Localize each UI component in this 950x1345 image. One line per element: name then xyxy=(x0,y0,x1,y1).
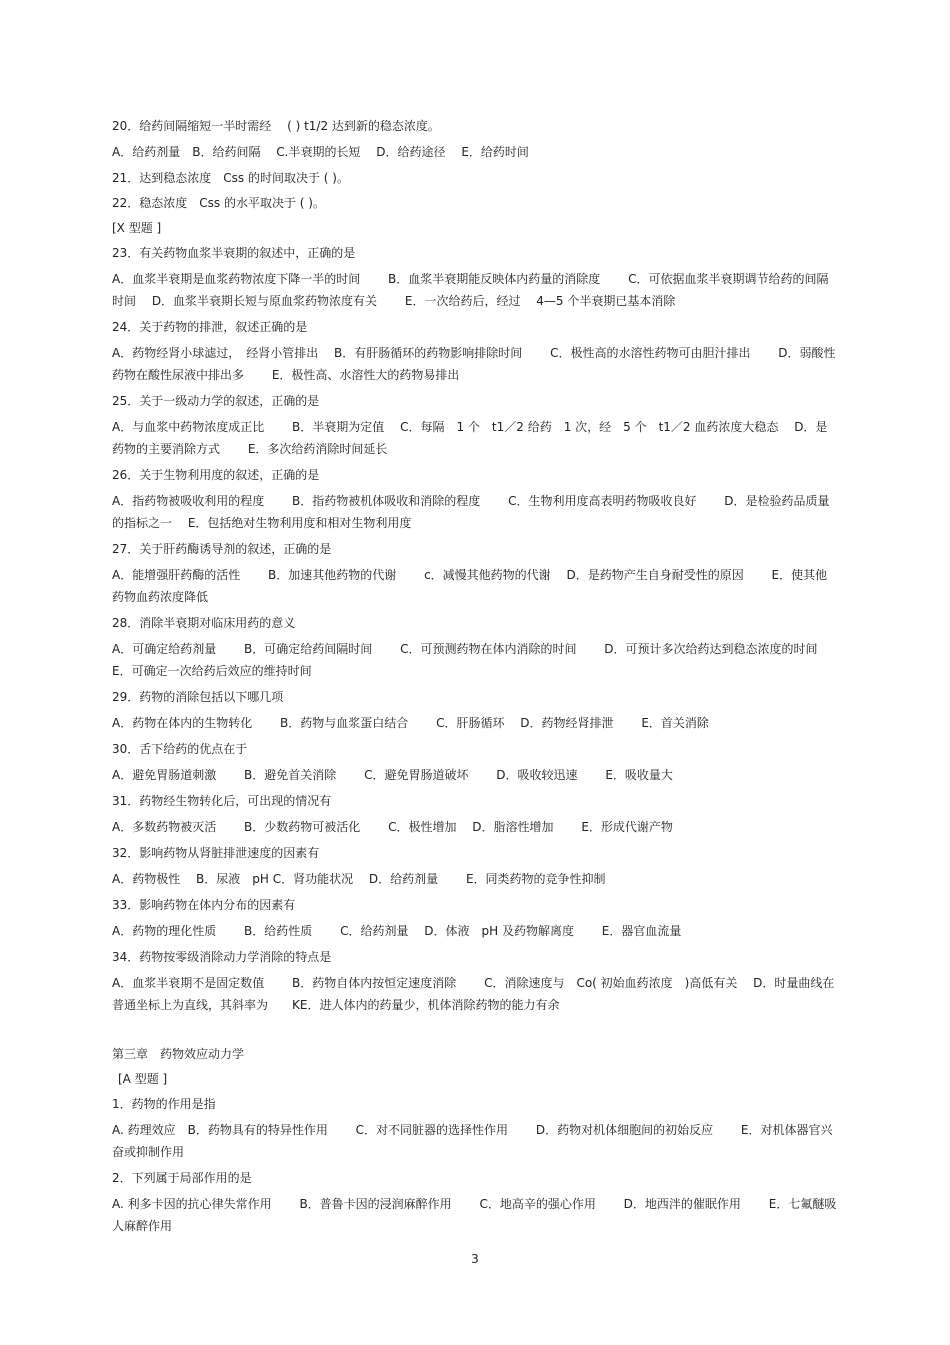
question-stem: 29．药物的消除包括以下哪几项 xyxy=(112,690,284,704)
answer-options: A．可确定给药剂量 B．可确定给药间隔时间 C．可预测药物在体内消除的时间 D．可预计多次给药达到稳态浓度的时间 E．可确定一次给药后效应的维持时间 xyxy=(112,642,830,678)
answer-options: A．与血浆中药物浓度成正比 B．半衰期为定值 C．每隔 1 个 t1／2 给药 1 次，经 5 个 t1／2 血药浓度大稳态 D．是药物的主要消除方式 E．多次给药消除时间延长 xyxy=(112,420,828,456)
question-stem: 23．有关药物血浆半衰期的叙述中，正确的是 xyxy=(112,246,356,260)
question-stem: 24．关于药物的排泄，叙述正确的是 xyxy=(112,320,308,334)
question-type-label: [X 型题 ] xyxy=(112,221,162,235)
question-stem: 32．影响药物从肾脏排泄速度的因素有 xyxy=(112,846,320,860)
answer-options: A．药物极性 B．尿液 pH C．肾功能状况 D．给药剂量 E．同类药物的竞争性抑制 xyxy=(112,872,606,886)
question-stem: 20．给药间隔缩短一半时需经 ( ) t1/2 达到新的稳态浓度。 xyxy=(112,119,440,133)
question-stem: 22．稳态浓度 Css 的水平取决于 ( )。 xyxy=(112,196,325,210)
question-type-label: [A 型题 ] xyxy=(118,1072,168,1086)
chapter-heading: 第三章 药物效应动力学 xyxy=(112,1047,245,1061)
page-number: 3 xyxy=(471,1252,479,1266)
answer-options: A．指药物被吸收利用的程度 B．指药物被机体吸收和消除的程度 C．生物利用度高表明药物吸收良好 D．是检验药品质量的指标之一 E．包括绝对生物利用度和相对生物利用度 xyxy=(112,494,830,530)
answer-options: A．能增强肝药酶的活性 B．加速其他药物的代谢 c．减慢其他药物的代谢 D．是药物产生自身耐受性的原因 E．使其他药物血药浓度降低 xyxy=(112,568,828,604)
answer-options: A. 药理效应 B．药物具有的特异性作用 C．对不同脏器的选择性作用 D．药物对机体细胞间的初始反应 E．对机体器官兴奋或抑制作用 xyxy=(112,1123,833,1159)
question-stem: 26．关于生物利用度的叙述，正确的是 xyxy=(112,468,320,482)
answer-options: A．药物的理化性质 B．给药性质 C．给药剂量 D．体液 pH 及药物解离度 E．器官血流量 xyxy=(112,924,682,938)
question-stem: 30．舌下给药的优点在于 xyxy=(112,742,248,756)
question-stem: 1．药物的作用是指 xyxy=(112,1097,216,1111)
answer-options: A．给药剂量 B．给药间隔 C.半衰期的长短 D．给药途径 E．给药时间 xyxy=(112,145,529,159)
question-stem: 21．达到稳态浓度 Css 的时间取决于 ( )。 xyxy=(112,171,349,185)
question-stem: 25．关于一级动力学的叙述，正确的是 xyxy=(112,394,320,408)
answer-options: A. 利多卡因的抗心律失常作用 B．普鲁卡因的浸润麻醉作用 C．地高辛的强心作用 D．地西泮的催眠作用 E．七氟醚吸人麻醉作用 xyxy=(112,1197,837,1233)
answer-options: A．药物在体内的生物转化 B．药物与血浆蛋白结合 C．肝肠循环 D．药物经肾排泄 E．首关消除 xyxy=(112,716,709,730)
question-stem: 2．下列属于局部作用的是 xyxy=(112,1171,252,1185)
answer-options: A．多数药物被灭活 B．少数药物可被活化 C．极性增加 D．脂溶性增加 E．形成代谢产物 xyxy=(112,820,673,834)
question-stem: 34．药物按零级消除动力学消除的特点是 xyxy=(112,950,332,964)
answer-options: A．药物经肾小球滤过， 经肾小管排出 B．有肝肠循环的药物影响排除时间 C．极性高的水溶性药物可由胆汁排出 D．弱酸性药物在酸性尿液中排出多 E．极性高、水溶性大的药物易排出 xyxy=(112,346,836,382)
answer-options: A．避免胃肠道刺激 B．避免首关消除 C．避免胃肠道破坏 D．吸收较迅速 E．吸收量大 xyxy=(112,768,673,782)
question-stem: 33．影响药物在体内分布的因素有 xyxy=(112,898,296,912)
question-stem: 31．药物经生物转化后，可出现的情况有 xyxy=(112,794,332,808)
question-stem: 28．消除半衰期对临床用药的意义 xyxy=(112,616,296,630)
answer-options: A．血浆半衰期不是固定数值 B．药物自体内按恒定速度消除 C．消除速度与 Co( 初始血药浓度 )高低有关 D．时量曲线在普通坐标上为直线，其斜率为 KE．进人体内的药量少，机体消除药物的能力有余 xyxy=(112,976,835,1012)
question-stem: 27．关于肝药酶诱导剂的叙述，正确的是 xyxy=(112,542,332,556)
answer-options: A．血浆半衰期是血浆药物浓度下降一半的时间 B．血浆半衰期能反映体内药量的消除度 C．可依据血浆半衰期调节给药的间隔时间 D．血浆半衰期长短与原血浆药物浓度有关 E．一次给药后，经过 4—5 个半衰期已基本消除 xyxy=(112,272,829,308)
page-content xyxy=(112,116,838,1237)
